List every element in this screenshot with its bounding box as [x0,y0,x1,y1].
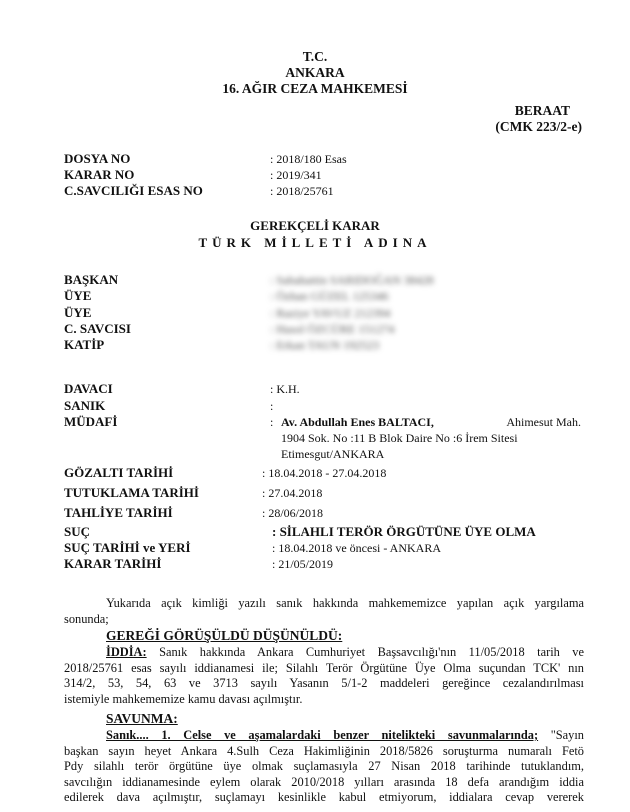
panel-value-uye2: : Raziye YAVUZ 212394 [270,306,391,320]
iddia-paragraph [64,645,584,707]
panel-value-katip: : Erkan TAUN 192523 [270,338,380,352]
savunma-line-1-text: "Sayın [538,728,584,742]
davaci-value: : K.H. [270,382,300,396]
suc-value: : SİLAHLI TERÖR ÖRGÜTÜNE ÜYE OLMA [272,524,536,539]
country-heading: T.C. [302,49,328,64]
sanik-label: SANIK [64,398,106,413]
file-value-dosya: : 2018/180 Esas [270,152,347,166]
savunma-line-5: edilerek dava açılmıştır, suçlamayı kesinlikle kabul etmiyorum, iddialara cevap vererek [64,790,584,805]
iddia-line-1 [64,645,584,661]
panel-value-savci: : Hasol ÖZCÜRE 151274 [270,322,395,336]
iddia-line-2: 2018/25761 esas sayılı iddianamesi ile; Silahlı Terör Örgütüne Üye Olma suçundan TCK' nın [64,660,584,675]
panel-label-savci: C. SAVCISI [64,321,131,336]
tahliye-label: TAHLİYE TARİHİ [64,505,173,520]
gozalti-label: GÖZALTI TARİHİ [64,465,174,480]
mudafi-address-start: Ahimesut Mah. [506,415,581,429]
suc-tarihi-label: SUÇ TARİHİ ve YERİ [64,540,191,555]
iddia-line-3: 314/2, 53, 54, 63 ve 3713 sayılı Yasanın 5/1-2 maddeleri gereğince cezalandırılması [64,676,584,691]
panel-label-baskan: BAŞKAN [64,272,119,287]
file-label-savcilik: C.SAVCILIĞI ESAS NO [64,183,203,198]
verdict-reference: (CMK 223/2-e) [495,119,582,134]
panel-value-uye1: : Özhan GÜZEL 125346 [270,289,389,303]
savunma-heading: SAVUNMA: [106,711,178,726]
iddia-line-4: istemiyle mahkememize kamu davası açılmıştır. [64,691,303,706]
tahliye-value: : 28/06/2018 [262,506,324,520]
savunma-paragraph [64,728,584,806]
savunma-line-3: Pdy silahlı terör örgütüne üye olmak suçlamasıyla 27 Nisan 2018 tarihinde tutuklandım, [64,759,584,774]
decision-subtitle: TÜRK MİLLETİ ADINA [198,235,432,250]
mudafi-name: Av. Abdullah Enes BALTACI, [281,415,434,429]
gozalti-value: : 18.04.2018 - 27.04.2018 [262,466,387,480]
court-heading: 16. AĞIR CEZA MAHKEMESİ [222,81,408,96]
suc-tarihi-value: : 18.04.2018 ve öncesi - ANKARA [272,541,441,555]
gereği-heading: GEREĞİ GÖRÜŞÜLDÜ DÜŞÜNÜLDÜ: [106,628,343,643]
mudafi-colon: : [270,415,274,429]
decision-title: GEREKÇELİ KARAR [250,218,380,233]
panel-label-katip: KATİP [64,337,105,352]
file-label-dosya: DOSYA NO [64,151,131,166]
intro-line-1: Yukarıda açık kimliği yazılı sanık hakkında mahkememizce yapılan açık yargılama [106,596,584,610]
mudafi-address-line-2: 1904 Sok. No :11 B Blok Daire No :6 İrem Sitesi [281,431,518,445]
tutuklama-label: TUTUKLAMA TARİHİ [64,485,199,500]
davaci-label: DAVACI [64,381,113,396]
file-value-karar: : 2019/341 [270,168,322,182]
karar-tarihi-label: KARAR TARİHİ [64,556,162,571]
iddia-line-1-text: Sanık hakkında Ankara Cumhuriyet Başsavcılığı'nın 11/05/2018 tarih ve [146,645,584,659]
panel-value-baskan: : Sabahattin SARIDOĞAN 38428 [270,273,434,287]
sanik-value: : [270,399,274,413]
city-heading: ANKARA [285,65,345,80]
verdict-label: BERAAT [514,103,570,118]
mudafi-address-line-3: Etimesgut/ANKARA [281,447,385,461]
savunma-line-1-bold: Sanık.... 1. Celse ve aşamalardaki benzer nitelikteki savunmalarında; [106,728,539,742]
mudafi-label: MÜDAFİ [64,414,118,429]
savunma-line-1 [64,728,584,744]
panel-label-uye2: ÜYE [64,305,92,320]
intro-paragraph [64,596,584,627]
tutuklama-value: : 27.04.2018 [262,486,323,500]
savunma-line-2: başkan sayın heyet Ankara 4.Sulh Ceza Hakimliğinin 2018/5826 soruşturma numaralı Fetö [64,743,584,758]
file-label-karar: KARAR NO [64,167,135,182]
savunma-line-4: savcılığın iddianamesinde eylem olarak 2010/2018 yılları arasında 18 defa arandığım iddia [64,774,584,789]
panel-label-uye1: ÜYE [64,288,92,303]
suc-label: SUÇ [64,524,91,539]
file-value-savcilik: : 2018/25761 [270,184,334,198]
intro-line-2: sonunda; [64,611,109,626]
iddia-label: İDDİA: [106,645,147,659]
mudafi-line-1 [281,415,581,430]
karar-tarihi-value: : 21/05/2019 [272,557,334,571]
